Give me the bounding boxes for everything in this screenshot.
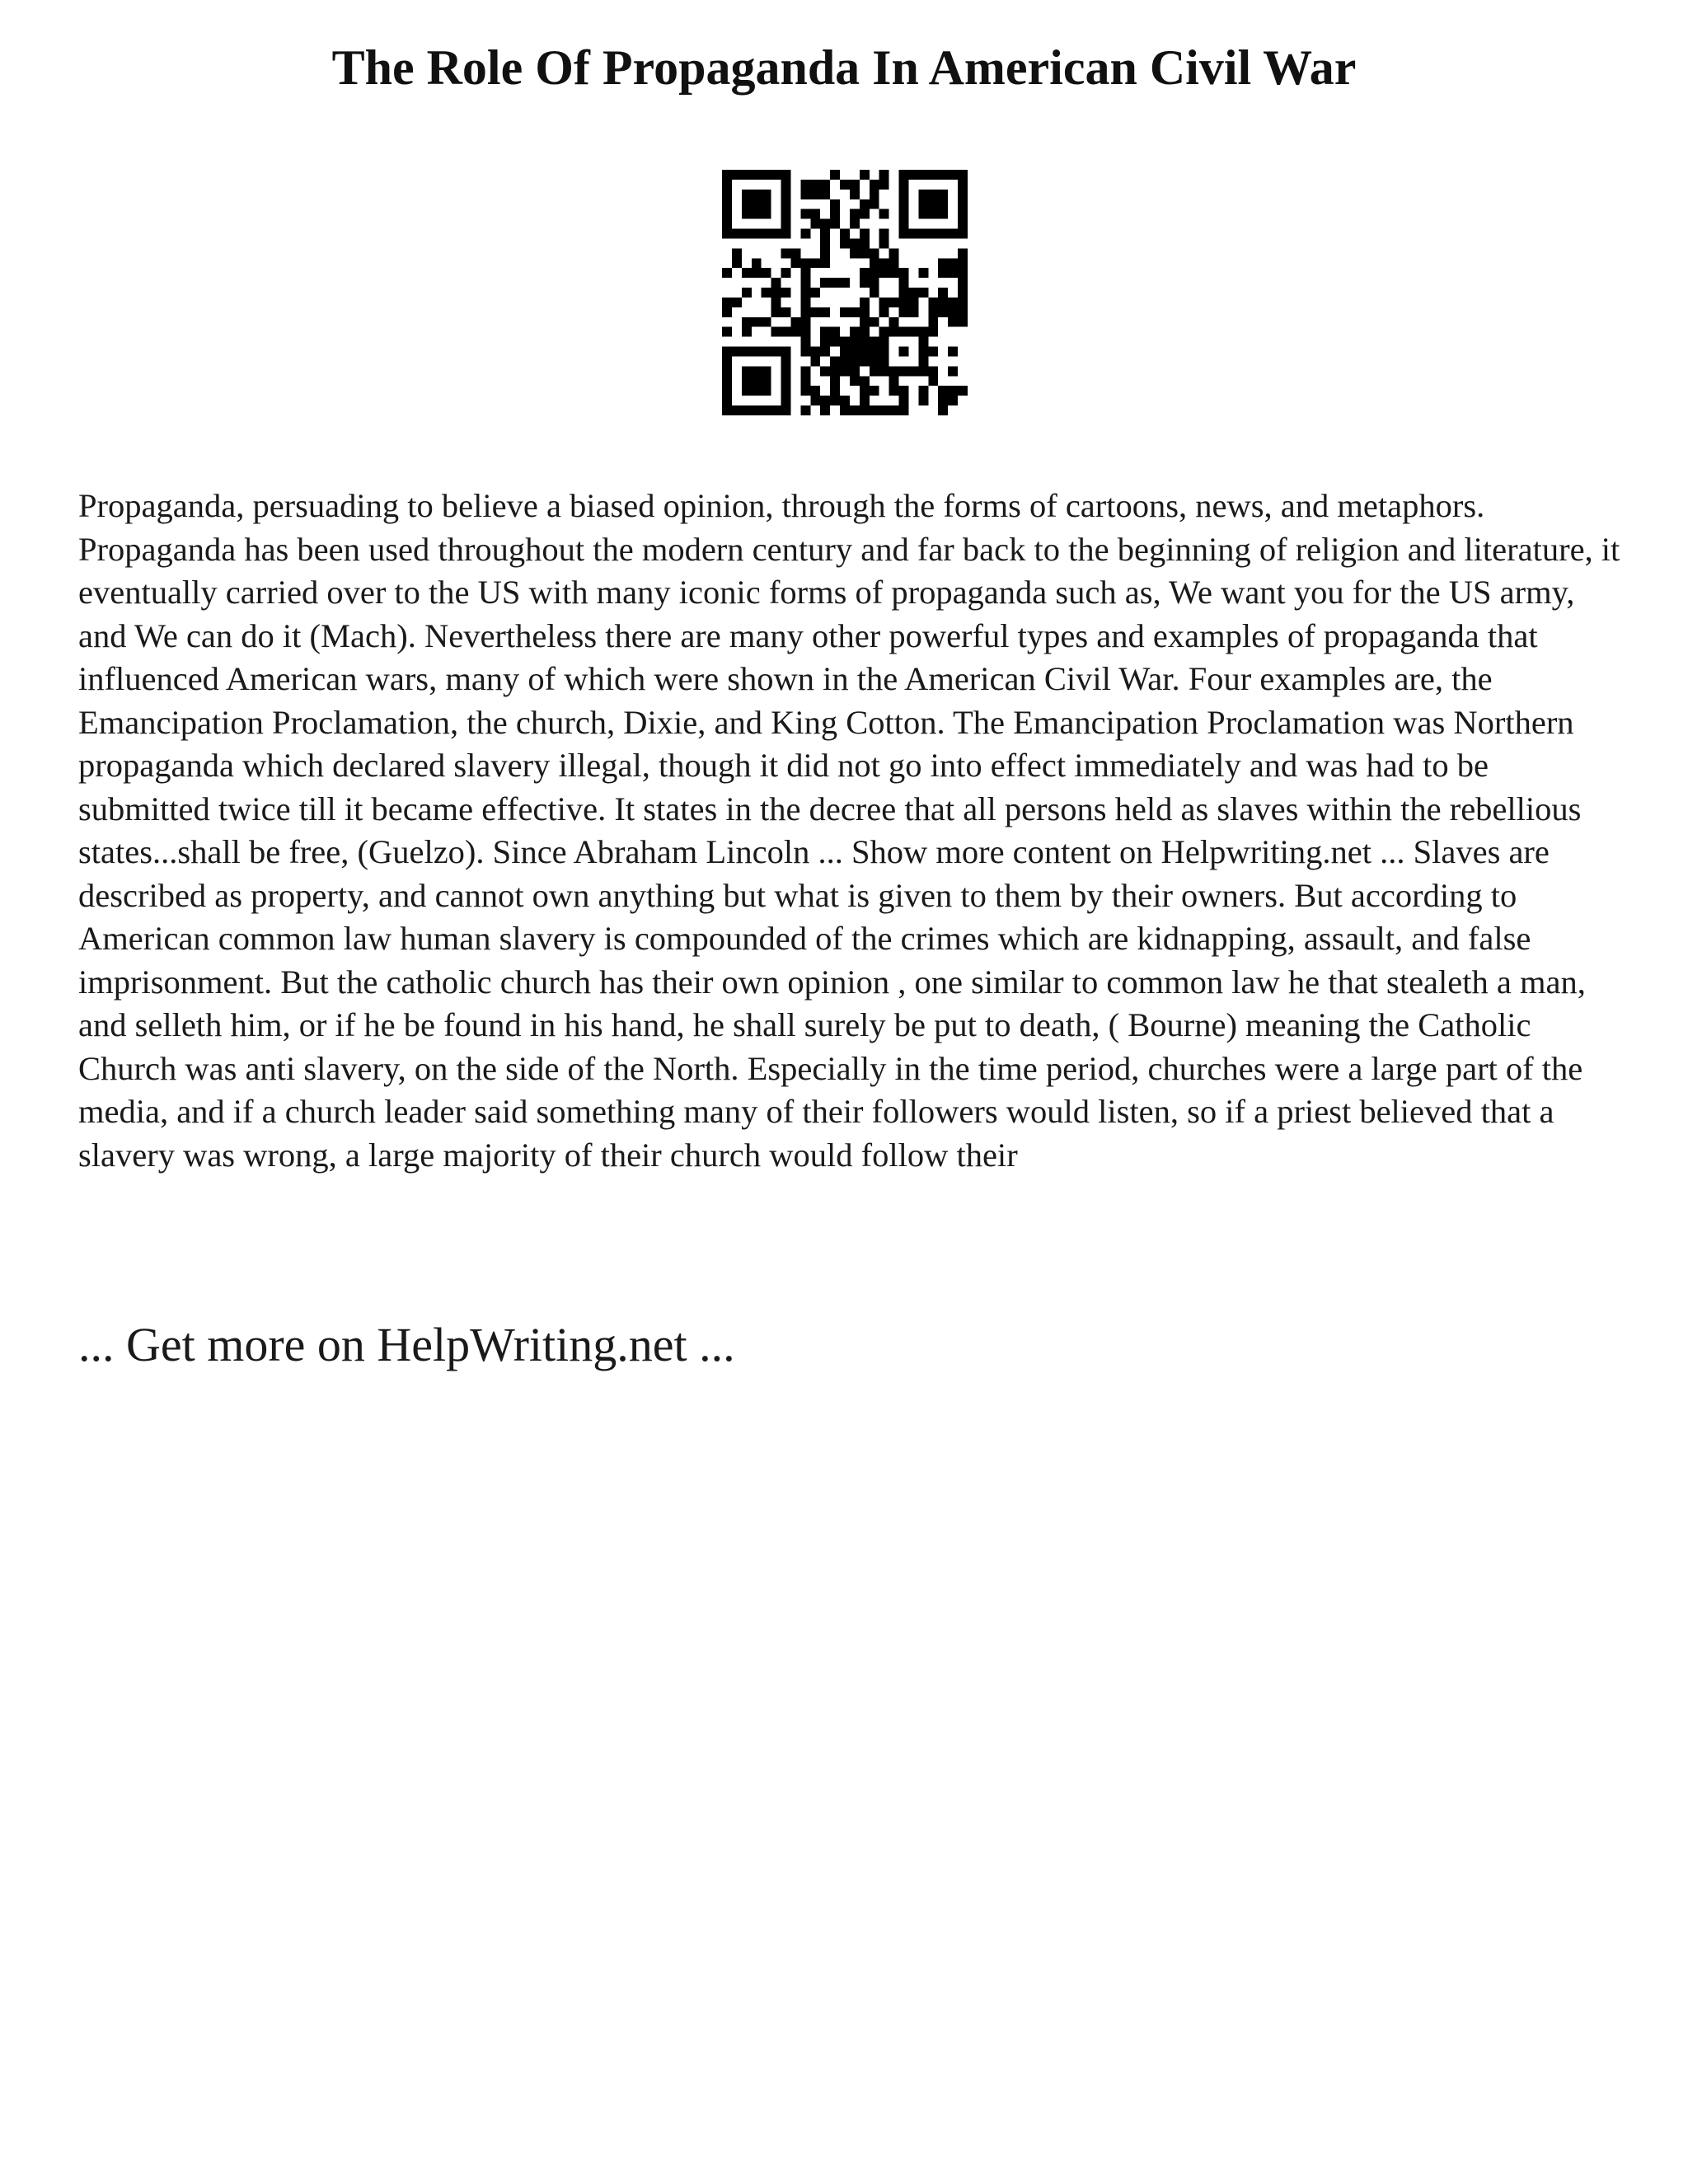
qr-code-icon bbox=[722, 170, 968, 415]
essay-body: Propaganda, persuading to believe a biased opinion, through the forms of cartoons, news, and metaphors. Propaganda has been used throughout the modern century and far back to the beginning of religion and literature, it eventually carried over to the US with many iconic forms of propaganda such as, We want you for the US army, and We can do it (Mach). Nevertheless there are many other powerful types and examples of propaganda that influenced American wars, many of which were shown in the American Civil War. Four examples are, the Emancipation Proclamation, the church, Dixie, and King Cotton. The Emancipation Proclamation was Northern propaganda which declared slavery illegal, though it did not go into effect immediately and was had to be submitted twice till it became effective. It states in the decree that all persons held as slaves within the rebellious states...shall be free, (Guelzo). Since Abraham Lincoln ... Show more content on Helpwriting.net ... Slaves are described as property, and cannot own anything but what is given to them by their owners. But according to American common law human slavery is compounded of the crimes which are kidnapping, assault, and false imprisonment. But the catholic church has their own opinion , one similar to common law he that stealeth a man, and selleth him, or if he be found in his hand, he shall surely be put to death, ( Bourne) meaning the Catholic Church was anti slavery, on the side of the North. Especially in the time period, churches were a large part of the media, and if a church leader said something many of their followers would listen, so if a priest believed that a slavery was wrong, a large majority of their church would follow their bbox=[78, 487, 1620, 1174]
get-more-link[interactable]: ... Get more on HelpWriting.net ... bbox=[78, 1318, 735, 1371]
page-title: The Role Of Propaganda In American Civil War bbox=[331, 40, 1357, 95]
